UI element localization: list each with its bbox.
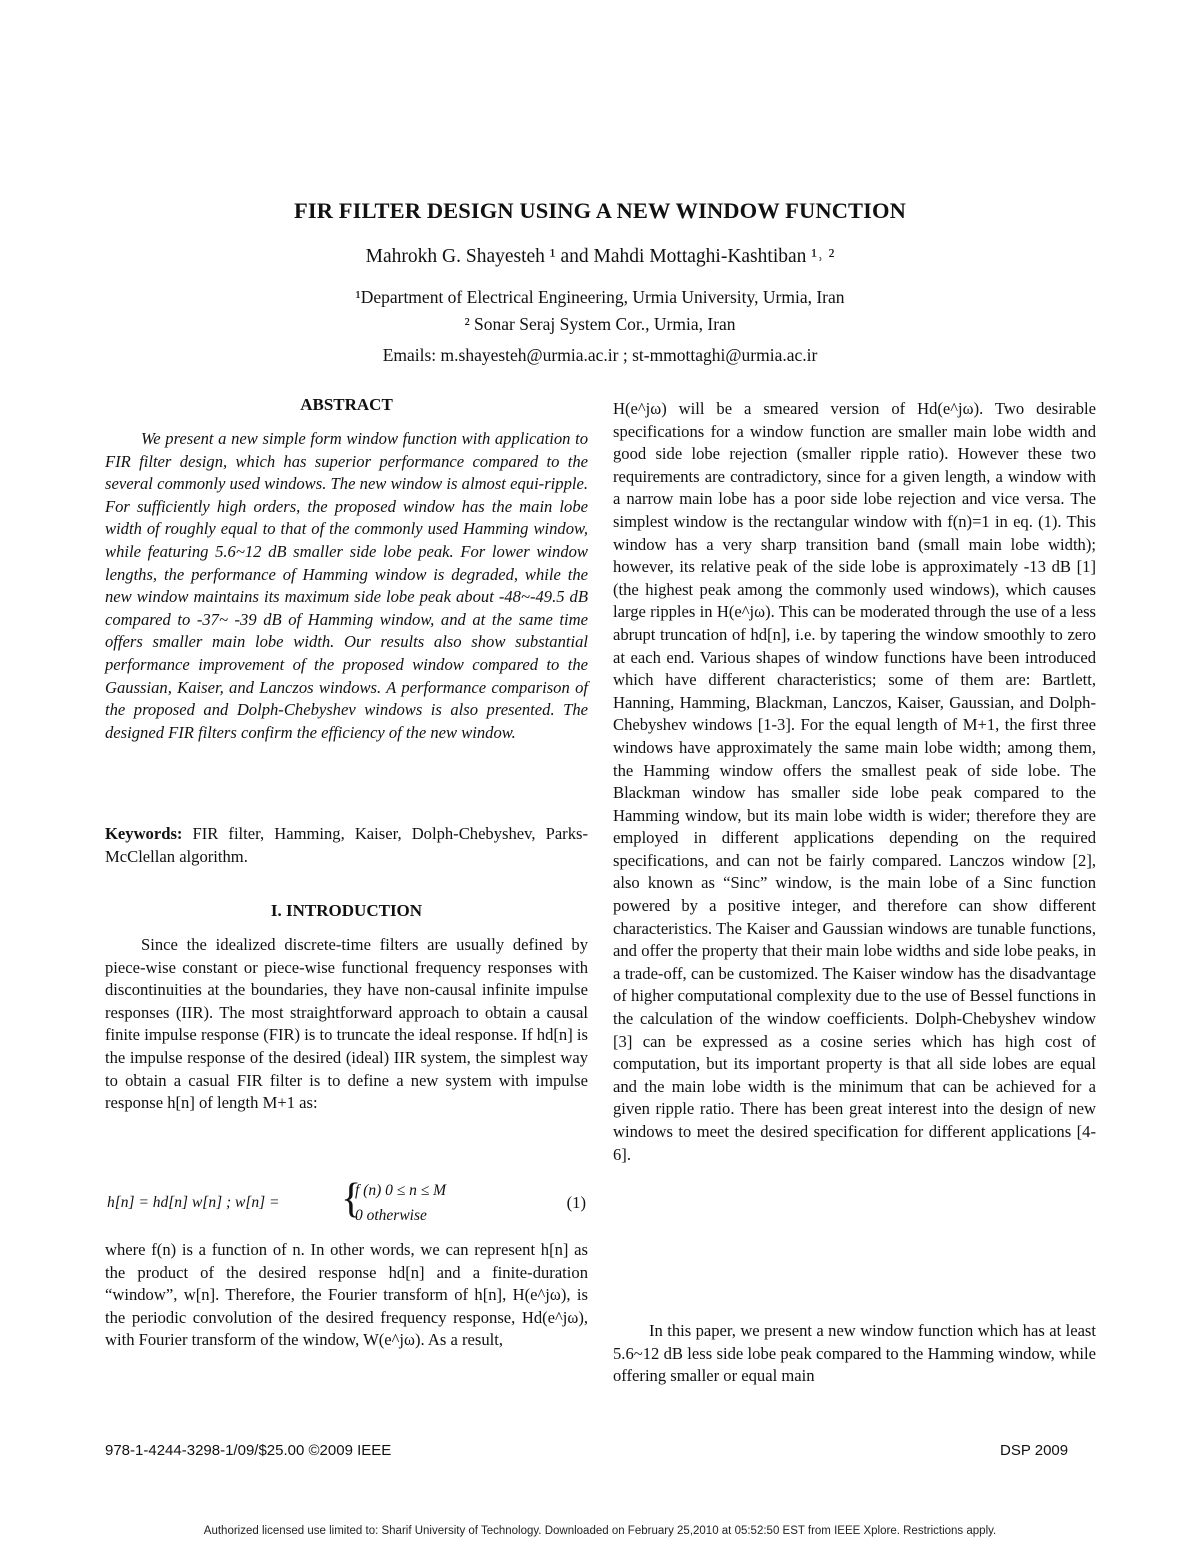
equation-number: (1) bbox=[566, 1193, 586, 1212]
equation-1 bbox=[105, 1176, 588, 1226]
affiliation-1: ¹Department of Electrical Engineering, Urmia University, Urmia, Iran bbox=[355, 287, 845, 307]
introduction-paragraph-2: where f(n) is a function of n. In other words, we can represent h[n] as the product of the desired response hd[n] and a finite-duration “window”, w[n]. Therefore, the Fourier transform of h[n], H(e^jω), is the periodic convolution of the desired frequency response, Hd(e^jω), with Fourier transform of the window, W(e^jω). As a result, bbox=[105, 1240, 588, 1350]
keywords bbox=[105, 823, 588, 868]
introduction-paragraph-1: Since the idealized discrete-time filters are usually defined by piece-wise constant or piece-wise functional frequency responses with discontinuities at the boundaries, they have non-causal infinite impulse responses (IIR). The most straightforward approach to obtain a causal finite impulse response (FIR) is to truncate the ideal response. If hd[n] is the impulse response of the desired (ideal) IIR system, the simplest way to obtain a casual FIR filter is to define a new system with impulse response h[n] of length M+1 as: bbox=[105, 935, 588, 1113]
equation-lhs: h[n] = hd[n] w[n] ; w[n] = bbox=[107, 1194, 280, 1211]
abstract-text: We present a new simple form window function with application to FIR filter design, which has superior performance compared to the several commonly used windows. The new window is almost equi-ripple. For sufficiently high orders, the proposed window has the main lobe width of roughly equal to that of the commonly used Hamming window, while featuring 5.6~12 dB smaller side lobe peak. For lower window lengths, the performance of Hamming window is degraded, while the new window maintains its maximum side lobe peak about -48~-49.5 dB compared to -37~ -39 dB of Hamming window, and at the same time offers smaller main lobe width. Our results also show substantial performance improvement of the proposed window compared to the Gaussian, Kaiser, and Lanczos windows. A performance comparison of the proposed and Dolph-Chebyshev windows is also presented. The designed FIR filters confirm the efficiency of the new window. bbox=[105, 429, 588, 742]
introduction-paragraph-4: In this paper, we present a new window function which has at least 5.6~12 dB less side lobe peak compared to the Hamming window, while offering smaller or equal main bbox=[613, 1321, 1096, 1386]
license-notice: Authorized licensed use limited to: Sharif University of Technology. Downloaded on February 25,2010 at 05:52:50 EST from IEEE Xplore. Restrictions apply. bbox=[203, 1525, 997, 1537]
introduction-heading: I. INTRODUCTION bbox=[270, 901, 423, 920]
copyright-footer: 978-1-4244-3298-1/09/$25.00 ©2009 IEEE bbox=[105, 1442, 392, 1459]
keywords-text: FIR filter, Hamming, Kaiser, Dolph-Chebyshev, Parks-McClellan algorithm. bbox=[105, 824, 588, 866]
abstract-heading: ABSTRACT bbox=[300, 395, 393, 414]
conference-footer: DSP 2009 bbox=[1000, 1442, 1069, 1459]
equation-brace: { bbox=[341, 1176, 362, 1222]
equation-case-2: 0 otherwise bbox=[355, 1207, 427, 1224]
paper-title: FIR FILTER DESIGN USING A NEW WINDOW FUNCTION bbox=[294, 198, 906, 223]
paper-authors: Mahrokh G. Shayesteh ¹ and Mahdi Mottaghi-Kashtiban ¹˒ ² bbox=[365, 246, 835, 267]
keywords-label: Keywords: bbox=[105, 824, 183, 843]
equation-case-1: f (n) 0 ≤ n ≤ M bbox=[355, 1182, 447, 1199]
author-emails: Emails: m.shayesteh@urmia.ac.ir ; st-mmottaghi@urmia.ac.ir bbox=[382, 345, 818, 365]
introduction-paragraph-3: H(e^jω) will be a smeared version of Hd(e^jω). Two desirable specifications for a window function are smaller main lobe width and good side lobe rejection (smaller ripple ratio). However these two requirements are contradictory, since for a given length, a window with a narrow main lobe has a poor side lobe rejection and vice versa. The simplest window is the rectangular window with f(n)=1 in eq. (1). This window has a very sharp transition band (small main lobe width); however, its relative peak of the side lobe is approximately -13 dB [1] (the highest peak among the commonly used windows), which causes large ripples in H(e^jω). This can be moderated through the use of a less abrupt truncation of hd[n], i.e. by tapering the window smoothly to zero at each end. Various shapes of window functions have been introduced which have different characteristics; some of them are: Bartlett, Hanning, Hamming, Blackman, Lanczos, Kaiser, Gaussian, and Dolph-Chebyshev windows [1-3]. For the equal length of M+1, the first three windows have approximately the same main lobe width; among them, the Hamming window offers the smallest peak of side lobe. The Blackman window has smaller side lobe peak compared to the Hamming window, but its main lobe width is wider; therefore they are employed in different applications depending on the required specifications, and can not be fairly compared. Lanczos window [2], also known as “Sinc” window, is the main lobe of a Sinc function powered by a positive integer, and therefore can show different characteristics. The Kaiser and Gaussian windows are tunable functions, and offer the property that their main lobe widths and side lobe peaks, in a trade-off, can be customized. The Kaiser window has the disadvantage of higher computational complexity due to the use of Bessel functions in the calculation of the window coefficients. Dolph-Chebyshev window [3] can be expressed as a cosine series which has high cost of computation, but its important property is that all side lobes are equal and the main lobe width is the minimum that can be achieved for a given ripple ratio. There has been great interest into the design of new windows to meet the desired specification for different applications [4-6]. bbox=[613, 399, 1096, 1164]
affiliation-2: ² Sonar Seraj System Cor., Urmia, Iran bbox=[464, 314, 736, 334]
